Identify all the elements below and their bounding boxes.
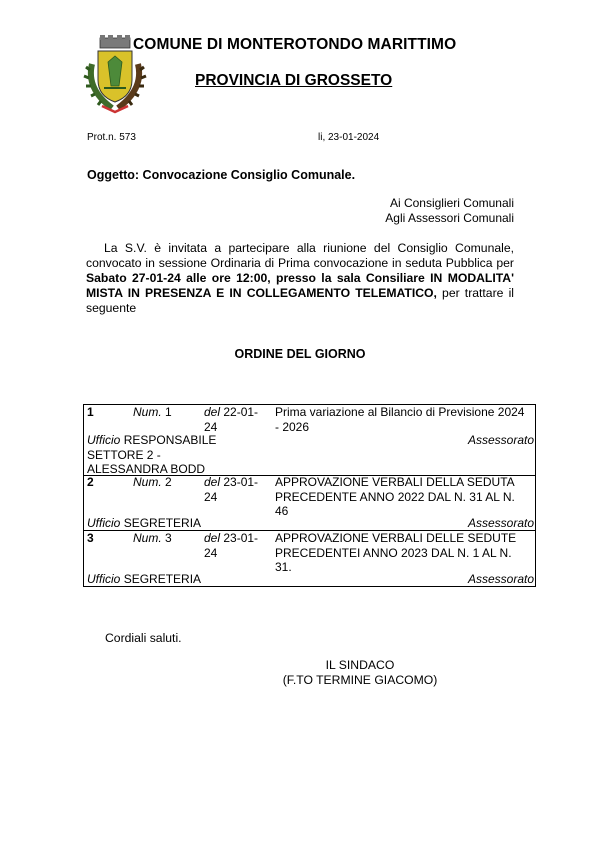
item-role: Assessorato [467, 516, 534, 530]
invitation-intro: La S.V. è invitata a partecipare alla riunione del Consiglio Comunale, convocato in sessione Ordinaria di Prima convocazione in seduta Pubblica per [86, 241, 514, 270]
item-title [275, 475, 533, 519]
num-value: 1 [165, 405, 172, 419]
num-value: 3 [165, 531, 172, 545]
item-date [204, 475, 258, 504]
office-line: SEGRETERIA [123, 516, 202, 530]
item-date [204, 405, 258, 434]
title-line: PRECEDENTEI ANNO 2023 DAL N. 1 AL N. [275, 545, 512, 560]
item-number [133, 405, 172, 420]
signatory-title: IL SINDACO [325, 658, 395, 672]
province-title: PROVINCIA DI GROSSETO [195, 72, 393, 89]
item-index: 3 [87, 531, 94, 545]
item-index: 1 [87, 405, 94, 419]
item-number [133, 475, 172, 490]
title-line: APPROVAZIONE VERBALI DELLE SEDUTE [275, 531, 517, 545]
del-label: del [204, 405, 221, 419]
item-office [87, 516, 201, 531]
office-line: SEGRETERIA [123, 572, 202, 586]
item-office [87, 572, 201, 587]
date-part: 22-01- [223, 405, 259, 419]
date-part: 23-01- [223, 531, 259, 545]
date-part: 24 [204, 419, 218, 434]
recipient-line: Agli Assessori Comunali [385, 211, 514, 225]
item-office [87, 433, 216, 477]
date-part: 24 [204, 545, 218, 560]
item-index: 2 [87, 475, 94, 489]
item-title [275, 531, 533, 575]
title-line: Prima variazione al Bilancio di Previsione 2024 [275, 405, 525, 419]
office-label: Ufficio [87, 572, 121, 586]
title-line: 46 [275, 504, 289, 518]
office-label: Ufficio [87, 433, 121, 447]
num-label: Num. [133, 405, 162, 419]
title-line: APPROVAZIONE VERBALI DELLA SEDUTA [275, 475, 515, 489]
title-line: PRECEDENTE ANNO 2022 DAL N. 31 AL N. [275, 489, 515, 504]
date-part: 23-01- [223, 475, 259, 489]
office-line: ALESSANDRA BODD [87, 462, 206, 476]
item-role: Assessorato [467, 433, 534, 447]
item-number [133, 531, 172, 546]
subject-line: Oggetto: Convocazione Consiglio Comunale. [87, 168, 356, 182]
protocol-number: Prot.n. 573 [87, 132, 136, 143]
item-date [204, 531, 258, 560]
num-label: Num. [133, 531, 162, 545]
num-value: 2 [165, 475, 172, 489]
agenda-heading: ORDINE DEL GIORNO [234, 347, 366, 361]
office-label: Ufficio [87, 516, 121, 530]
del-label: del [204, 531, 221, 545]
meeting-details: Sabato 27-01-24 alle ore 12:00, presso la sala Consiliare IN MODALITA' MISTA IN PRESENZA E IN COLLEGAMENTO TELEMATICO, [86, 271, 514, 300]
date-part: 24 [204, 489, 218, 504]
closing-greeting: Cordiali saluti. [105, 631, 182, 645]
office-line: RESPONSABILE [123, 433, 217, 447]
item-role: Assessorato [467, 572, 534, 586]
title-line: - 2026 [275, 419, 310, 434]
office-line: SETTORE 2 - [87, 447, 161, 462]
recipient-line: Ai Consiglieri Comunali [389, 196, 514, 210]
num-label: Num. [133, 475, 162, 489]
del-label: del [204, 475, 221, 489]
item-title [275, 405, 533, 434]
recipients-block [385, 196, 514, 226]
municipality-title: COMUNE DI MONTEROTONDO MARITTIMO [133, 36, 457, 53]
invitation-paragraph [86, 241, 514, 316]
invitation-outro: per trattare il seguente [86, 286, 514, 315]
signature-block [0, 658, 600, 687]
title-line: 31. [275, 560, 292, 574]
document-date: li, 23-01-2024 [318, 132, 380, 143]
signatory-name: (F.TO TERMINE GIACOMO) [282, 672, 438, 687]
